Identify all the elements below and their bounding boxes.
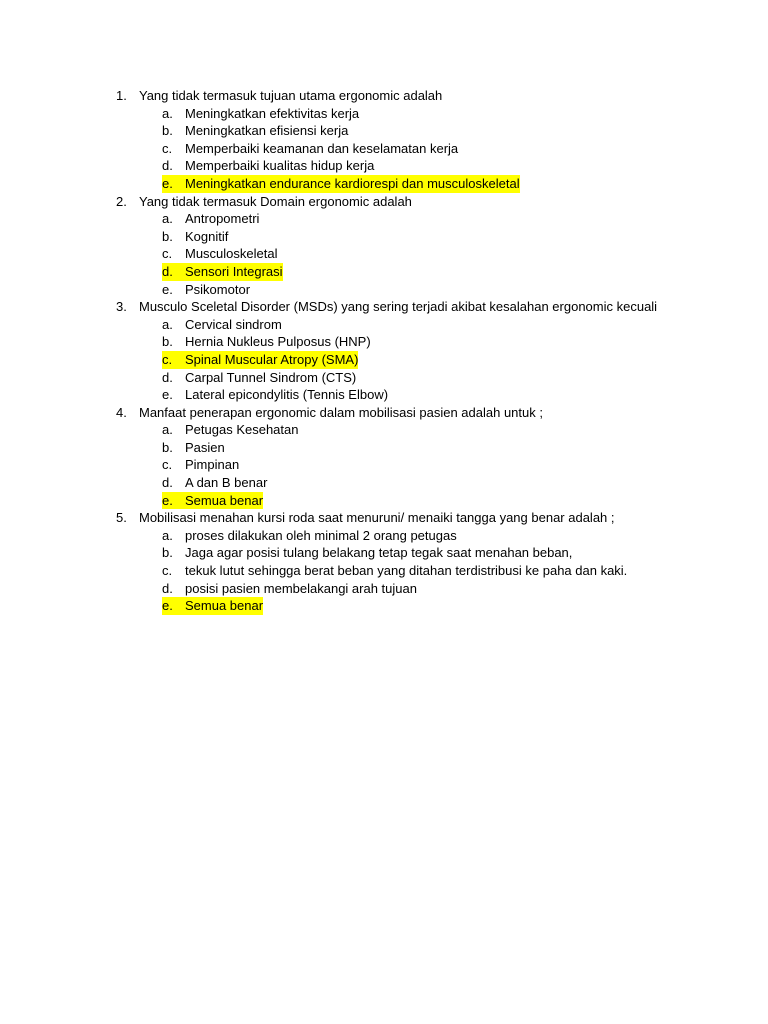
answer-option: [162, 474, 267, 492]
option-row: [0, 580, 768, 598]
option-text: Pasien: [185, 439, 225, 455]
option-text: Kognitif: [185, 228, 229, 244]
option-letter: d.: [162, 475, 173, 491]
option-text: Semua benar: [185, 598, 264, 614]
option-row: [0, 369, 768, 387]
question-text: Yang tidak termasuk Domain ergonomic adalah: [139, 193, 412, 209]
option-row: [0, 175, 768, 193]
answer-option: [162, 369, 356, 387]
answer-option: [162, 456, 239, 474]
option-row: [0, 351, 768, 369]
option-text: Sensori Integrasi: [185, 263, 283, 279]
answer-option: [162, 351, 358, 369]
option-row: [0, 263, 768, 281]
option-letter: e.: [162, 387, 173, 403]
answer-option: [162, 527, 457, 545]
answer-option: [162, 544, 572, 562]
option-text: Lateral epicondylitis (Tennis Elbow): [185, 387, 389, 403]
option-row: [0, 492, 768, 510]
question-number: 5.: [116, 510, 127, 526]
option-row: [0, 157, 768, 175]
option-letter: a.: [162, 527, 173, 543]
option-row: [0, 245, 768, 263]
option-row: [0, 544, 768, 562]
option-letter: c.: [162, 351, 173, 367]
option-letter: c.: [162, 563, 173, 579]
option-text: tekuk lutut sehingga berat beban yang ditahan terdistribusi ke paha dan kaki.: [185, 563, 628, 579]
question-text: Yang tidak termasuk tujuan utama ergonomic adalah: [139, 88, 443, 103]
option-row: [0, 474, 768, 492]
question-text: Musculo Sceletal Disorder (MSDs) yang sering terjadi akibat kesalahan ergonomic kecuali: [139, 299, 658, 315]
option-text: Hernia Nukleus Pulposus (HNP): [185, 334, 371, 350]
question-row: [0, 193, 768, 211]
option-text: Psikomotor: [185, 281, 251, 297]
option-letter: b.: [162, 123, 173, 139]
answer-option: [162, 492, 263, 510]
option-row: [0, 421, 768, 439]
question-number: 3.: [116, 299, 127, 315]
answer-option: [162, 228, 228, 246]
option-letter: a.: [162, 105, 173, 121]
option-letter: c.: [162, 140, 173, 156]
option-row: [0, 228, 768, 246]
answer-option: [162, 122, 348, 140]
answer-option: [162, 245, 278, 263]
answer-option: [162, 140, 458, 158]
option-letter: e.: [162, 175, 173, 191]
answer-option: [162, 105, 359, 123]
option-text: Antropometri: [185, 211, 260, 227]
option-text: Cervical sindrom: [185, 316, 282, 332]
option-letter: d.: [162, 580, 173, 596]
question-number: 1.: [116, 88, 127, 103]
answer-option: [162, 580, 417, 598]
answer-option: [162, 263, 283, 281]
option-letter: a.: [162, 211, 173, 227]
option-row: [0, 316, 768, 334]
option-row: [0, 210, 768, 228]
option-letter: d.: [162, 158, 173, 174]
option-text: proses dilakukan oleh minimal 2 orang petugas: [185, 527, 457, 543]
option-row: [0, 140, 768, 158]
answer-option: [162, 333, 371, 351]
option-text: Memperbaiki kualitas hidup kerja: [185, 158, 375, 174]
option-text: Jaga agar posisi tulang belakang tetap tegak saat menahan beban,: [185, 545, 573, 561]
option-text: Carpal Tunnel Sindrom (CTS): [185, 369, 357, 385]
question-number: 4.: [116, 404, 127, 420]
question-row: [0, 298, 768, 316]
answer-option: [162, 210, 259, 228]
answer-option: [162, 439, 225, 457]
answer-option: [162, 597, 263, 615]
option-letter: e.: [162, 598, 173, 614]
option-row: [0, 333, 768, 351]
option-text: Musculoskeletal: [185, 246, 278, 262]
option-text: A dan B benar: [185, 475, 268, 491]
question-number: 2.: [116, 193, 127, 209]
option-text: Pimpinan: [185, 457, 240, 473]
option-row: [0, 386, 768, 404]
option-letter: a.: [162, 422, 173, 438]
option-text: Semua benar: [185, 492, 264, 508]
answer-option: [162, 562, 627, 580]
option-letter: b.: [162, 439, 173, 455]
question-text: Mobilisasi menahan kursi roda saat menuruni/ menaiki tangga yang benar adalah ;: [139, 510, 615, 526]
answer-option: [162, 281, 250, 299]
answer-option: [162, 316, 282, 334]
question-row: [0, 404, 768, 422]
option-letter: d.: [162, 263, 173, 279]
answer-option: [162, 157, 374, 175]
option-letter: c.: [162, 457, 173, 473]
option-row: [0, 562, 768, 580]
option-row: [0, 527, 768, 545]
answer-option: [162, 386, 388, 404]
option-letter: a.: [162, 316, 173, 332]
question-row: [0, 87, 768, 105]
option-row: [0, 456, 768, 474]
option-letter: d.: [162, 369, 173, 385]
quiz-list: [0, 87, 768, 615]
option-text: Meningkatkan endurance kardiorespi dan musculoskeletal: [185, 175, 520, 191]
option-row: [0, 105, 768, 123]
option-text: Memperbaiki keamanan dan keselamatan kerja: [185, 140, 459, 156]
option-row: [0, 439, 768, 457]
option-row: [0, 281, 768, 299]
option-row: [0, 597, 768, 615]
option-letter: c.: [162, 246, 173, 262]
option-text: Meningkatkan efektivitas kerja: [185, 105, 360, 121]
answer-option: [162, 175, 520, 193]
option-row: [0, 122, 768, 140]
option-letter: e.: [162, 492, 173, 508]
option-text: Spinal Muscular Atropy (SMA): [185, 351, 359, 367]
answer-option: [162, 421, 298, 439]
option-text: Meningkatkan efisiensi kerja: [185, 123, 349, 139]
option-text: posisi pasien membelakangi arah tujuan: [185, 580, 417, 596]
option-letter: b.: [162, 228, 173, 244]
question-text: Manfaat penerapan ergonomic dalam mobilisasi pasien adalah untuk ;: [139, 404, 543, 420]
question-row: [0, 509, 768, 527]
option-text: Petugas Kesehatan: [185, 422, 299, 438]
option-letter: b.: [162, 334, 173, 350]
option-letter: b.: [162, 545, 173, 561]
option-letter: e.: [162, 281, 173, 297]
